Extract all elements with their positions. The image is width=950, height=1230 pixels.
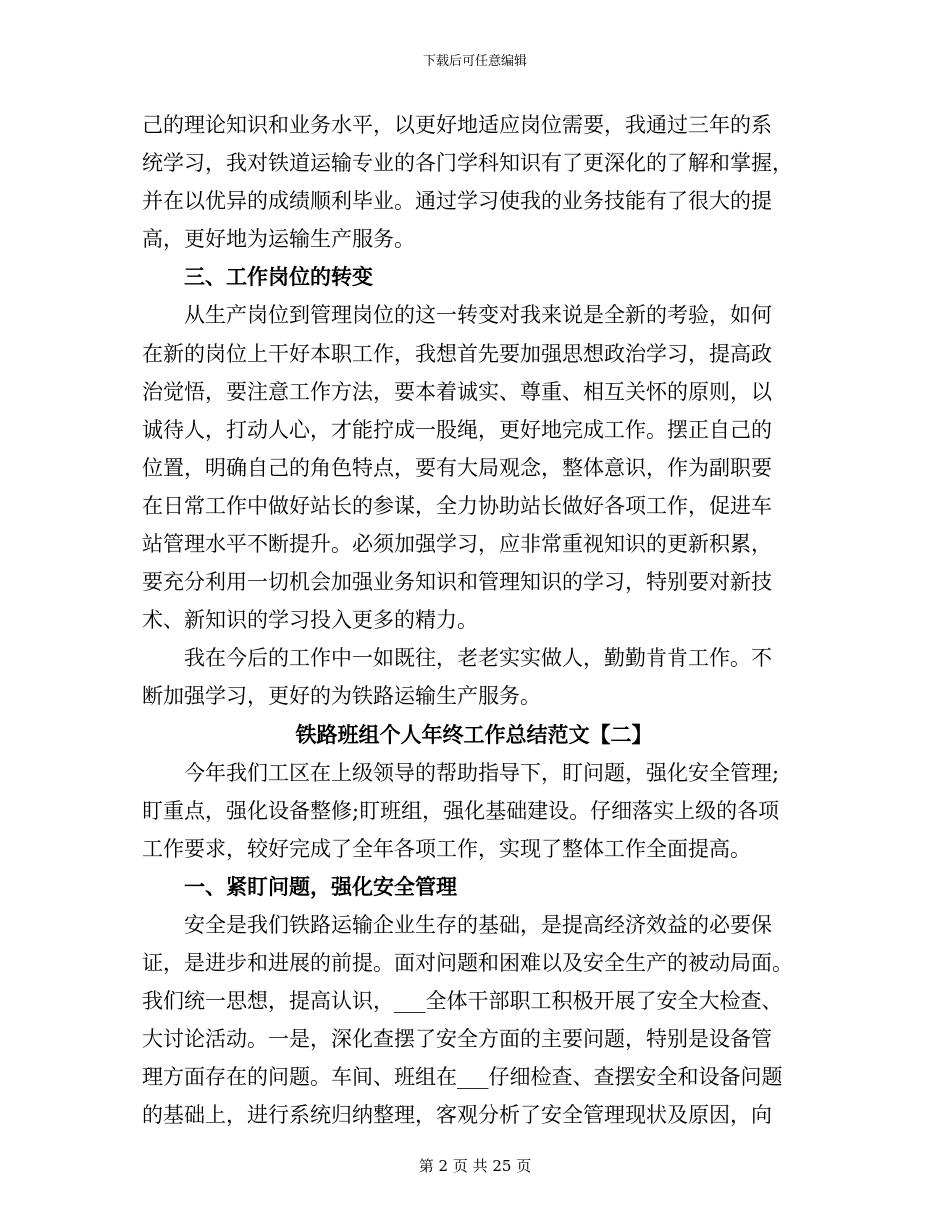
text-line: 己的理论知识和业务水平，以更好地适应岗位需要，我通过三年的系 <box>142 113 772 137</box>
text-line: 在新的岗位上干好本职工作，我想首先要加强思想政治学习，提高政 <box>142 341 772 366</box>
text-line: 安全是我们铁路运输企业生存的基础，是提高经济效益的必要保 <box>184 912 772 937</box>
text-line: 治觉悟，要注意工作方法，要本着诚实、尊重、相互关怀的原则，以 <box>142 379 772 404</box>
text-line: 从生产岗位到管理岗位的这一转变对我来说是全新的考验，如何 <box>184 303 772 328</box>
paragraph-intro <box>142 754 806 868</box>
section-heading-3: 三、工作岗位的转变 <box>184 264 373 290</box>
text-line: 诚待人，打动人心，才能拧成一股绳，更好地完成工作。摆正自己的 <box>142 417 772 442</box>
text-line: 我在今后的工作中一如既往，老老实实做人，勤勤肯肯工作。不 <box>184 646 772 671</box>
text-line: 要充分利用一切机会加强业务知识和管理知识的学习，特别要对新技 <box>142 570 772 595</box>
text-line: 我们统一思想，提高认识，___全体干部职工积极开展了安全大检查、 <box>142 989 783 1014</box>
page-footer: 第 2 页 共 25 页 <box>418 1157 532 1175</box>
paragraph-safety <box>142 906 806 1135</box>
paragraph-conclusion <box>142 639 806 715</box>
text-line: 术、新知识的学习投入更多的精力。 <box>142 608 478 633</box>
text-line: 证，是进步和进展的前提。面对问题和困难以及安全生产的被动局面。 <box>142 951 793 976</box>
text-line: 盯重点，强化设备整修;盯班组，强化基础建设。仔细落实上级的各项 <box>142 798 780 823</box>
document-body <box>142 106 806 1135</box>
text-line: 站管理水平不断提升。必须加强学习，应非常重视知识的更新积累， <box>142 532 772 557</box>
text-line: 并在以优异的成绩顺利毕业。通过学习使我的业务技能有了很大的提 <box>142 189 772 214</box>
text-line: 大讨论活动。一是，深化查摆了安全方面的主要问题，特别是设备管 <box>142 1027 772 1052</box>
paragraph-job-change <box>142 296 806 639</box>
text-line: 理方面存在的问题。车间、班组在___仔细检查、查摆安全和设备问题 <box>142 1065 783 1090</box>
text-line: 统学习，我对铁道运输专业的各门学科知识有了更深化的了解和掌握， <box>142 151 793 176</box>
page-header: 下载后可任意编辑 <box>422 54 527 69</box>
text-line: 高，更好地为运输生产服务。 <box>142 227 415 252</box>
text-line: 在日常工作中做好站长的参谋，全力协助站长做好各项工作，促进车 <box>142 493 772 518</box>
article-title: 铁路班组个人年终工作总结范文【二】 <box>295 721 653 747</box>
text-line: 的基础上，进行系统归纳整理，客观分析了安全管理现状及原因，向 <box>142 1103 772 1128</box>
text-line: 位置，明确自己的角色特点，要有大局观念，整体意识，作为副职要 <box>142 455 772 480</box>
section-heading-1: 一、紧盯问题，强化安全管理 <box>184 873 457 899</box>
text-line: 今年我们工区在上级领导的帮助指导下，盯问题，强化安全管理; <box>184 760 780 785</box>
text-line: 工作要求，较好完成了全年各项工作，实现了整体工作全面提高。 <box>142 836 751 861</box>
text-line: 断加强学习，更好的为铁路运输生产服务。 <box>142 684 541 709</box>
paragraph-continued <box>142 106 806 258</box>
